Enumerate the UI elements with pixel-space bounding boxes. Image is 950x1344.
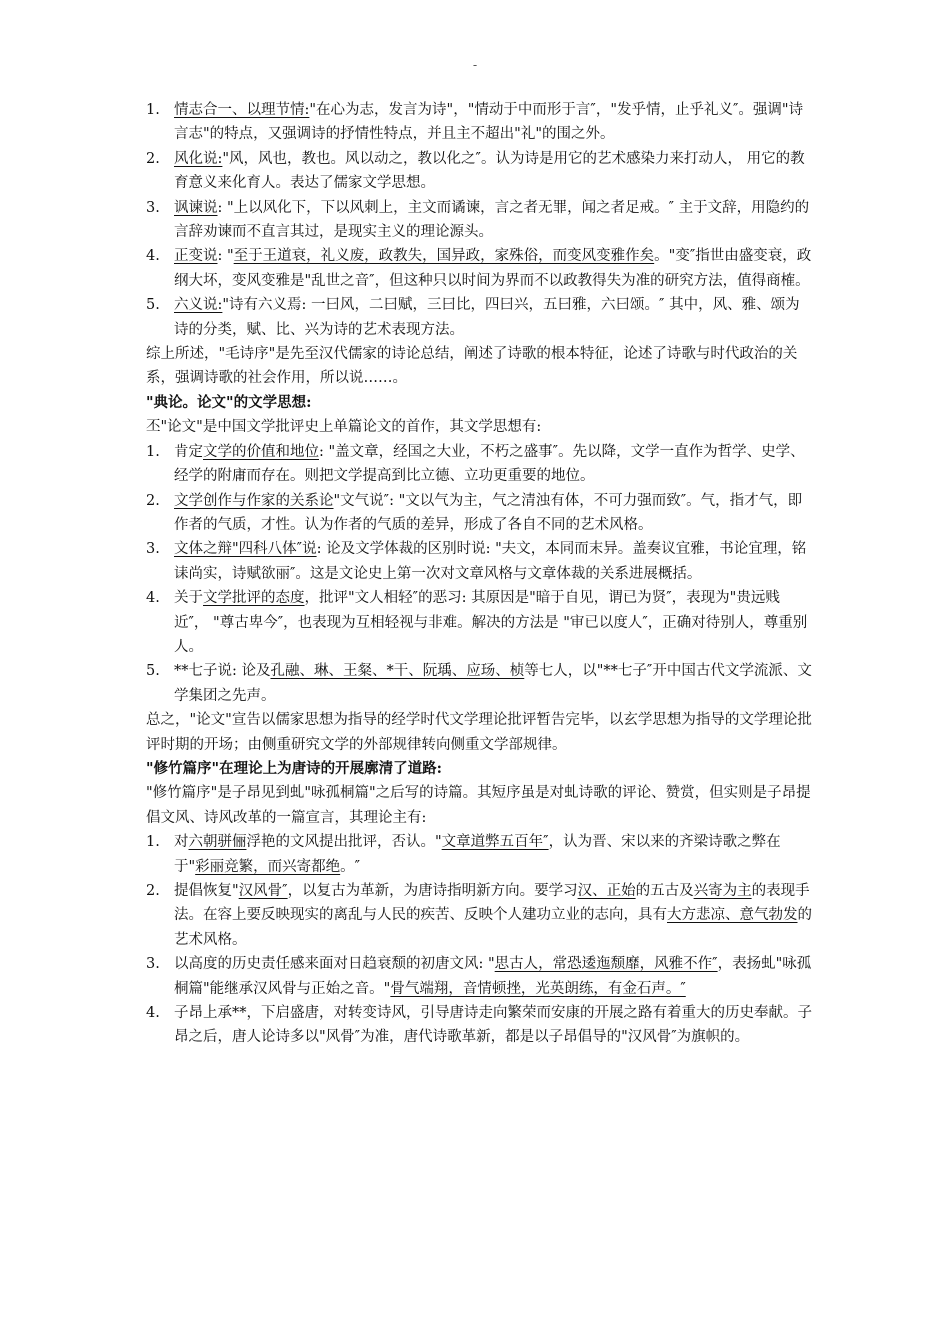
item-text: : " [217,248,234,265]
xiuzhu-list [146,830,814,1050]
xiuzhu-heading: "修竹篇序"在理论上为唐诗的开展廓清了道路: [146,759,442,777]
dianlun-intro: 丕"论文"是中国文学批评史上单篇论文的首作，其文学思想有: [146,419,542,436]
item-number: 1. [146,102,160,118]
item-text: "文气说″: "文以气为主，气之清浊有体，不可力强而致″。气，指才气，即作者的气质，才性。认为作者的气质的差异，形成了各自不同的艺术风格。 [174,492,803,533]
item-number: 2. [146,150,160,167]
document-body [146,98,814,1050]
item-text: 子昂上承**，下启盛唐，对转变诗风，引导唐诗走向繁荣而安康的开展之路有着重大的历史奉献。子昂之后，唐人论诗多以"风骨″为准，唐代诗歌革新，都是以子昂倡导的"汉风骨″为旗帜的。 [174,1005,812,1046]
item-text: 。"变″指世由盛变衰，政纲大坏，变风变雅是"乱世之音″，但这种只以时间为界而不以政教得失为准的研究方法，值得商榷。 [174,248,812,289]
list-item [146,440,814,489]
list-item [146,147,814,196]
xiuzhu-intro: "修竹篇序"是子昂见到虬"咏孤桐篇"之后写的诗篇。其短序虽是对虬诗歌的评论、赞赏，但实则是子昂提倡文风、诗风改革的一篇宣言，其理论主有: [146,785,811,826]
list-item [146,1001,814,1050]
item-text: ，认为晋、宋以来的齐梁诗歌之弊在于" [174,834,781,875]
maoshixu-list [146,98,814,342]
item-number: 1. [146,834,160,851]
item-number: 3. [146,956,160,973]
item-text: **七子说: 论及 [174,663,271,680]
list-item [146,244,814,293]
item-key-phrase: 文学批评的态度 [203,590,305,607]
item-key-phrase: 大方悲凉、意气勃发 [667,907,798,924]
item-key-phrase: 思古人，常恐逶迤颓靡，风雅不作″ [494,956,718,973]
item-key-phrase: 文学创作与作家的关系论 [174,492,334,509]
item-key-phrase: 孔融、琳、王粲、*干、阮瑀、应玚、桢 [270,663,525,680]
dianlun-heading: "典论。论文"的文学思想: [146,393,312,411]
item-text: "风，风也，教也。风以动之，教以化之″。认为诗是用它的艺术感染力来打动人， 用它的教育意义来化育人。表达了儒家文学思想。 [174,150,805,192]
item-number: 1. [146,443,160,460]
item-number: 3. [146,199,160,216]
item-text: 的五古及 [635,883,694,899]
underlined-quote: 至于王道衰，礼义废，政教失，国异政，家殊俗，而变风变雅作矣 [233,248,655,265]
list-item [146,586,814,659]
item-title: 情志合一、以理节情: [174,102,310,118]
item-text: : "盖文章，经国之大业，不朽之盛事″。先以降，文学一直作为哲学、史学、经学的附庸而存在。则把文学提高到比立德、立功更重要的地位。 [174,443,805,485]
item-key-phrase: 兴寄为主 [693,883,752,899]
item-text: : "上以风化下，下以风刺上，主文而谲谏，言之者无罪，闻之者足戒。″ 主于文辞，用隐约的言辞劝谏而不直言其过，是现实主义的理论源头。 [174,199,810,241]
item-key-phrase: 六朝骈俪 [188,834,247,851]
item-key-phrase: 汉风骨″ [238,883,288,899]
item-title: 讽谏说 [174,199,218,216]
dianlun-summary: 总之，"论文"宣告以儒家思想为指导的经学时代文学理论批评暂告完毕，以玄学思想为指导的文学理论批评时期的开场；由侧重研究文学的外部规律转向侧重文学部规律。 [146,712,812,753]
item-text: ，表扬虬"咏孤桐篇"能继承汉风骨与正始之音。" [174,956,812,997]
list-item [146,489,814,538]
item-text: 浮艳的文风提出批评，否认。" [246,834,442,851]
item-key-phrase: 文体之辩"四科八体″说 [174,541,317,558]
item-number: 4. [146,1005,160,1022]
list-item [146,830,814,879]
item-number: 3. [146,541,160,558]
item-text: 提倡恢复" [174,883,239,899]
item-title: 六义说: [174,297,223,314]
item-text: "诗有六义焉: 一曰风，二曰赋，三曰比，四曰兴，五曰雅，六曰颂。″ 其中，风、雅、颂为诗的分类，赋、比、兴为诗的艺术表现方法。 [174,297,800,338]
item-text: 等七人，以"**七子″开中国古代文学流派、文学集团之先声。 [174,663,812,704]
item-text: 的艺术风格。 [174,907,812,948]
item-key-phrase: 骨气端翔，音情顿挫，光英朗练，有金石声。″ [390,980,686,997]
item-text: ，以复古为革新，为唐诗指明新方向。要学习 [287,883,578,899]
list-item [146,196,814,245]
list-item [146,659,814,708]
dianlun-list [146,440,814,708]
item-number: 2. [146,492,160,509]
item-title: 风化说: [174,150,223,167]
item-text: : 论及文学体裁的区别时说: "夫文，本同而末异。盖奏议宜雅，书论宜理，铭诔尚实，诗赋欲丽″。这是文论史上第一次对文章风格与文章体裁的关系进展概括。 [174,541,807,582]
list-item [146,98,814,147]
list-item [146,952,814,1001]
item-text: "在心为志，发言为诗"，"情动于中而形于言″，"发乎情，止乎礼义″。强调"诗言志"的特点，又强调诗的抒情性特点，并且主不超出"礼"的围之外。 [174,102,804,143]
item-text: 关于 [174,590,203,607]
maoshixu-summary: 综上所述，"毛诗序"是先至汉代儒家的诗论总结，阐述了诗歌的根本特征，论述了诗歌与时代政治的关系，强调诗歌的社会作用，所以说……。 [146,346,798,387]
item-text: 的表现手法。在容上要反映现实的离乱与人民的疾苦、反映个人建功立业的志向，具有 [174,883,810,924]
item-text: 以高度的历史责任感来面对日趋衰颓的初唐文风: " [174,956,495,973]
page-header-mark: - [472,58,478,72]
item-text: 。″ [340,858,361,875]
item-text: 对 [174,834,189,851]
list-item [146,879,814,952]
item-title: 正变说 [174,248,218,265]
item-key-phrase: 汉、正始 [577,883,636,899]
list-item [146,537,814,586]
item-key-phrase: 文章道弊五百年″ [441,834,549,851]
item-text: ，批评"文人相轻″的恶习: 其原因是"暗于自见，谓已为贤″，表现为"贵远贱近″， "尊古卑今″，也表现为互相轻视与非难。解决的方法是 "审已以度人″，正确对待别人，尊重别人。 [174,590,808,655]
list-item [146,293,814,342]
item-number: 2. [146,883,160,899]
item-key-phrase: 文学的价值和地位 [203,443,319,460]
item-number: 4. [146,248,160,265]
item-key-phrase: 彩丽竞繁，而兴寄都绝 [195,858,341,875]
item-number: 5. [146,663,160,680]
item-number: 5. [146,297,160,314]
item-text: 肯定 [174,443,203,460]
item-number: 4. [146,590,160,607]
